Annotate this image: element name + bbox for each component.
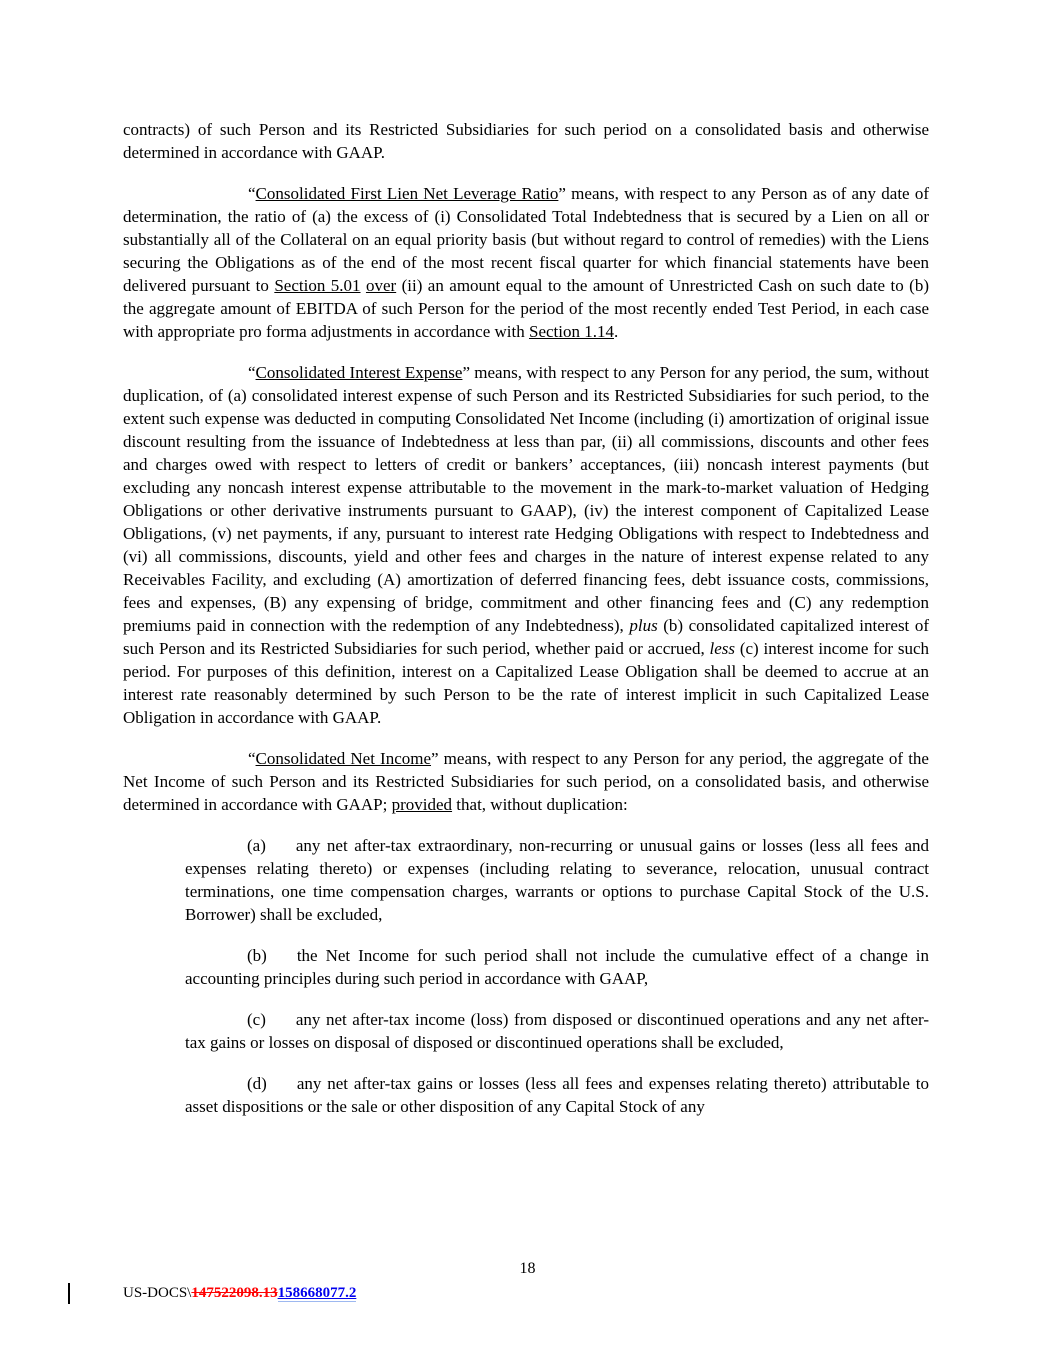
list-item-c: (c) any net after-tax income (loss) from disposed or discontinued operations and any net after-tax gains or losses on disposal of disposed or discontinued operations shall be excluded, [185,1010,929,1052]
list-item-label: (c) [247,1010,266,1029]
document-id-footer [123,1285,356,1302]
definition-consolidated-net-income: “Consolidated Net Income” means, with respect to any Person for any period, the aggregate of the Net Income of such Person and its Restricted Subsidiaries for such period, on a consolidated basis, and otherwise determined in accordance with GAAP; provided that, without duplication: [123,749,929,814]
document-body [123,118,929,1136]
definition-consolidated-interest-expense: “Consolidated Interest Expense” means, with respect to any Person for any period, the sum, without duplication, of (a) consolidated interest expense of such Person and its Restricted Subsidiaries for such period, to the extent such expense was deducted in computing Consolidated Net Income (including (i) amortization of original issue discount resulting from the issuance of Indebtedness at less than par, (ii) all commissions, discounts and other fees and charges owed with respect to letters of credit or bankers’ acceptances, (iii) noncash interest payments (but excluding any noncash interest expense attributable to the movement in the mark-to-market valuation of Hedging Obligations or other derivative instruments pursuant to GAAP), (iv) the interest component of Capitalized Lease Obligations, (v) net payments, if any, pursuant to interest rate Hedging Obligations with respect to Indebtedness and (vi) all commissions, discounts, yield and other fees and charges in the nature of interest expense related to any Receivables Facility, and excluding (A) amortization of deferred financing fees, debt issuance costs, commissions, fees and expenses, (B) any expensing of bridge, commitment and other financing fees and (C) any redemption premiums paid in connection with the redemption of any Indebtedness), plus (b) consolidated capitalized interest of such Person and its Restricted Subsidiaries for such period, whether paid or accrued, less (c) interest income for such period. For purposes of this definition, interest on a Capitalized Lease Obligation shall be deemed to accrue at an interest rate reasonably determined by such Person to be the rate of interest implicit in such Capitalized Lease Obligation in accordance with GAAP. [123,363,930,727]
list-item-b: (b) the Net Income for such period shall not include the cumulative effect of a change in accounting principles during such period in accordance with GAAP, [185,946,929,988]
doc-id-deleted-revision: 147522098.13 [191,1285,278,1301]
list-item-a: (a) any net after-tax extraordinary, non-recurring or unusual gains or losses (less all fees and expenses relating thereto) or expenses (including relating to severance, relocation, unusual contract terminations, one time compensation charges, warrants or options to purchase Capital Stock of the U.S. Borrower) shall be excluded, [185,836,929,924]
definition-consolidated-first-lien-net-leverage-ratio: “Consolidated First Lien Net Leverage Ratio” means, with respect to any Person as of any date of determination, the ratio of (a) the excess of (i) Consolidated Total Indebtedness that is secured by a Lien on all or substantially all of the Collateral on an equal priority basis (but without regard to control of remedies) with the Liens securing the Obligations as of the end of the most recent fiscal quarter for which financial statements have been delivered pursuant to Section 5.01 over (ii) an amount equal to the amount of Unrestricted Cash on such date to (b) the aggregate amount of EBITDA of such Person for the period of the most recently ended Test Period, in each case with appropriate pro forma adjustments in accordance with Section 1.14. [123,184,930,341]
list-item-label: (a) [247,836,266,855]
page-number: 18 [519,1260,536,1277]
paragraph-continuation: contracts) of such Person and its Restricted Subsidiaries for such period on a consolidated basis and otherwise determined in accordance with GAAP. [123,120,929,162]
list-item-label: (d) [247,1074,267,1093]
doc-id-inserted-revision: 158668077.2 [277,1285,357,1301]
list-item-label: (b) [247,946,267,965]
doc-id-prefix: US-DOCS\ [123,1285,192,1301]
list-item-d: (d) any net after-tax gains or losses (less all fees and expenses relating thereto) attributable to asset dispositions or the sale or other disposition of any Capital Stock of any [185,1074,929,1116]
change-bar [68,1283,70,1304]
